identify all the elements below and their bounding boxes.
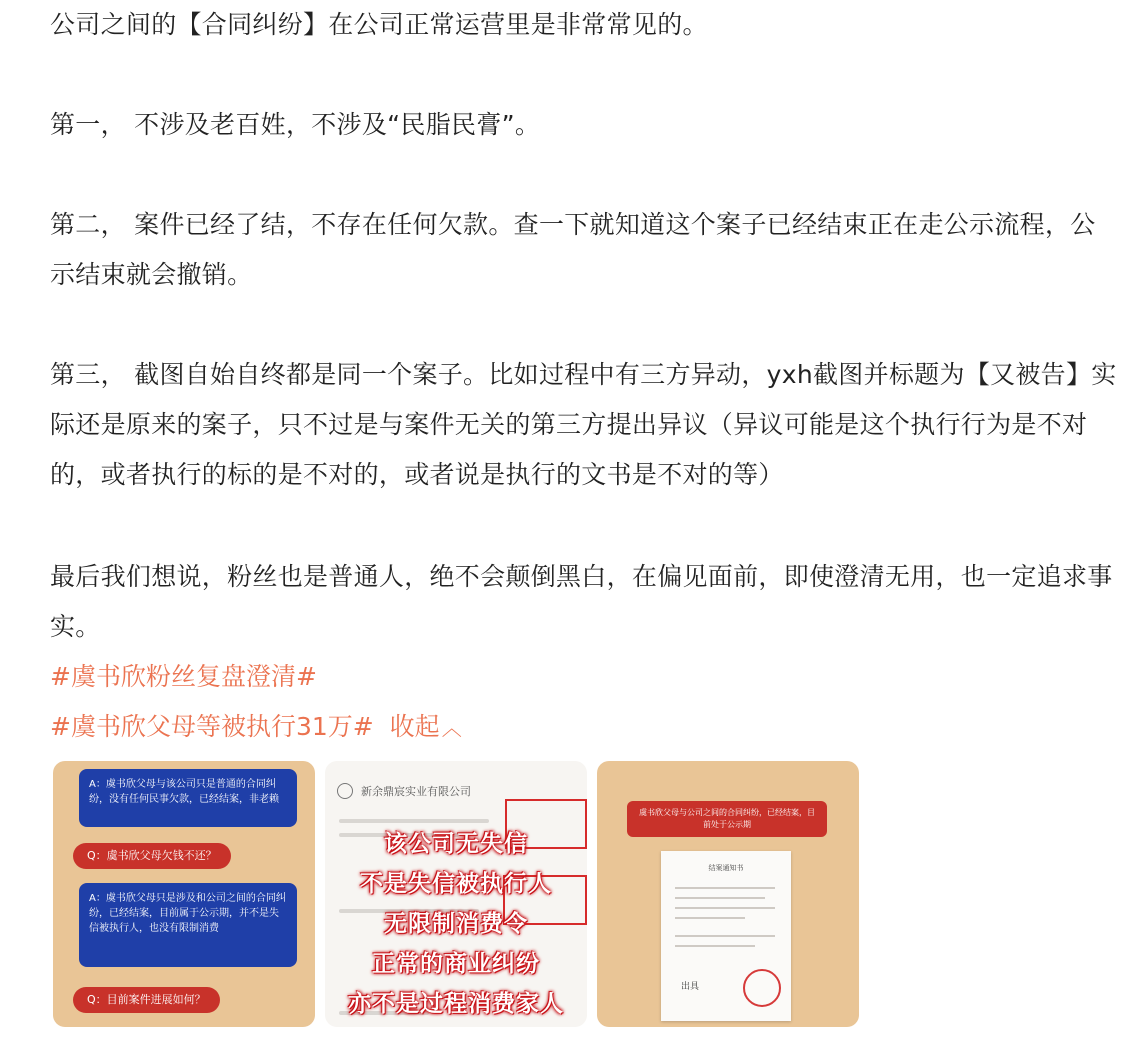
image-caption: 无限制消费令 [384,911,528,937]
document-line [675,887,775,889]
image-caption: 正常的商业纠纷 [372,951,540,977]
hashtag-parents-executed[interactable] [50,702,462,753]
image-caption: 亦不是过程消费家人 [348,991,564,1017]
document-line [675,945,755,947]
signature-text: 出具 [681,982,700,992]
seal-stamp-icon [743,969,781,1007]
chat-bubble-answer: A：虞书欣父母只是涉及和公司之间的合同纠纷，已经结案，目前属于公示期，并不是失信被执行人，也没有限制消费 [79,883,297,967]
post-paragraph-third: 第三， 截图自始自终都是同一个案子。比如过程中有三方异动，yxh截图并标题为【又被告】实际还是原来的案子，只不过是与案件无关的第三方提出异议（异议可能是这个执行行为是不对的，或者执行的标的是不对的，或者说是执行的文书是不对的等） [50,360,1117,489]
document-line [675,907,775,909]
document-line [675,917,745,919]
hashtag-text: #虞书欣粉丝复盘澄清# [50,662,317,691]
image-thumbnail-2[interactable] [325,761,587,1027]
document-title: 结案通知书 [708,864,744,872]
document-line [339,819,489,823]
image-caption: 不是失信被执行人 [360,871,552,897]
image-thumbnail-1[interactable] [53,761,315,1027]
image-thumbnail-3[interactable] [597,761,859,1027]
post-paragraph-intro: 公司之间的【合同纠纷】在公司正常运营里是非常常见的。 [50,10,708,39]
post-paragraph-closing: 最后我们想说，粉丝也是普通人，绝不会颠倒黑白，在偏见面前，即使澄清无用，也一定追求事实。 [50,562,1113,641]
image-caption: 该公司无失信 [384,831,528,857]
document-paper [661,851,791,1021]
document-header [337,783,575,799]
document-line [675,935,775,937]
hashtag-text: #虞书欣父母等被执行31万# [50,712,374,741]
chat-bubble-answer: A：虞书欣父母与该公司只是普通的合同纠纷，没有任何民事欠款，已经结案，非老赖 [79,769,297,827]
notice-banner: 虞书欣父母与公司之间的合同纠纷，已经结案，目前处于公示期 [627,801,827,837]
hashtag-fan-review[interactable] [50,652,317,702]
post-paragraph-second: 第二， 案件已经了结，不存在任何欠款。查一下就知道这个案子已经结束正在走公示流程，公示结束就会撤销。 [50,210,1096,289]
document-line [675,897,765,899]
chat-bubble-question: Q：虞书欣父母欠钱不还？ [73,843,231,869]
collapse-button[interactable] [390,712,462,741]
caret-up-icon: ︿ [441,716,462,740]
chat-bubble-question: Q：目前案件进展如何？ [73,987,220,1013]
company-logo-icon [337,783,353,799]
collapse-label: 收起 [389,712,440,741]
post-paragraph-first: 第一， 不涉及老百姓，不涉及“民脂民膏”。 [50,110,541,139]
company-name: 新余鼎宸实业有限公司 [361,785,471,798]
